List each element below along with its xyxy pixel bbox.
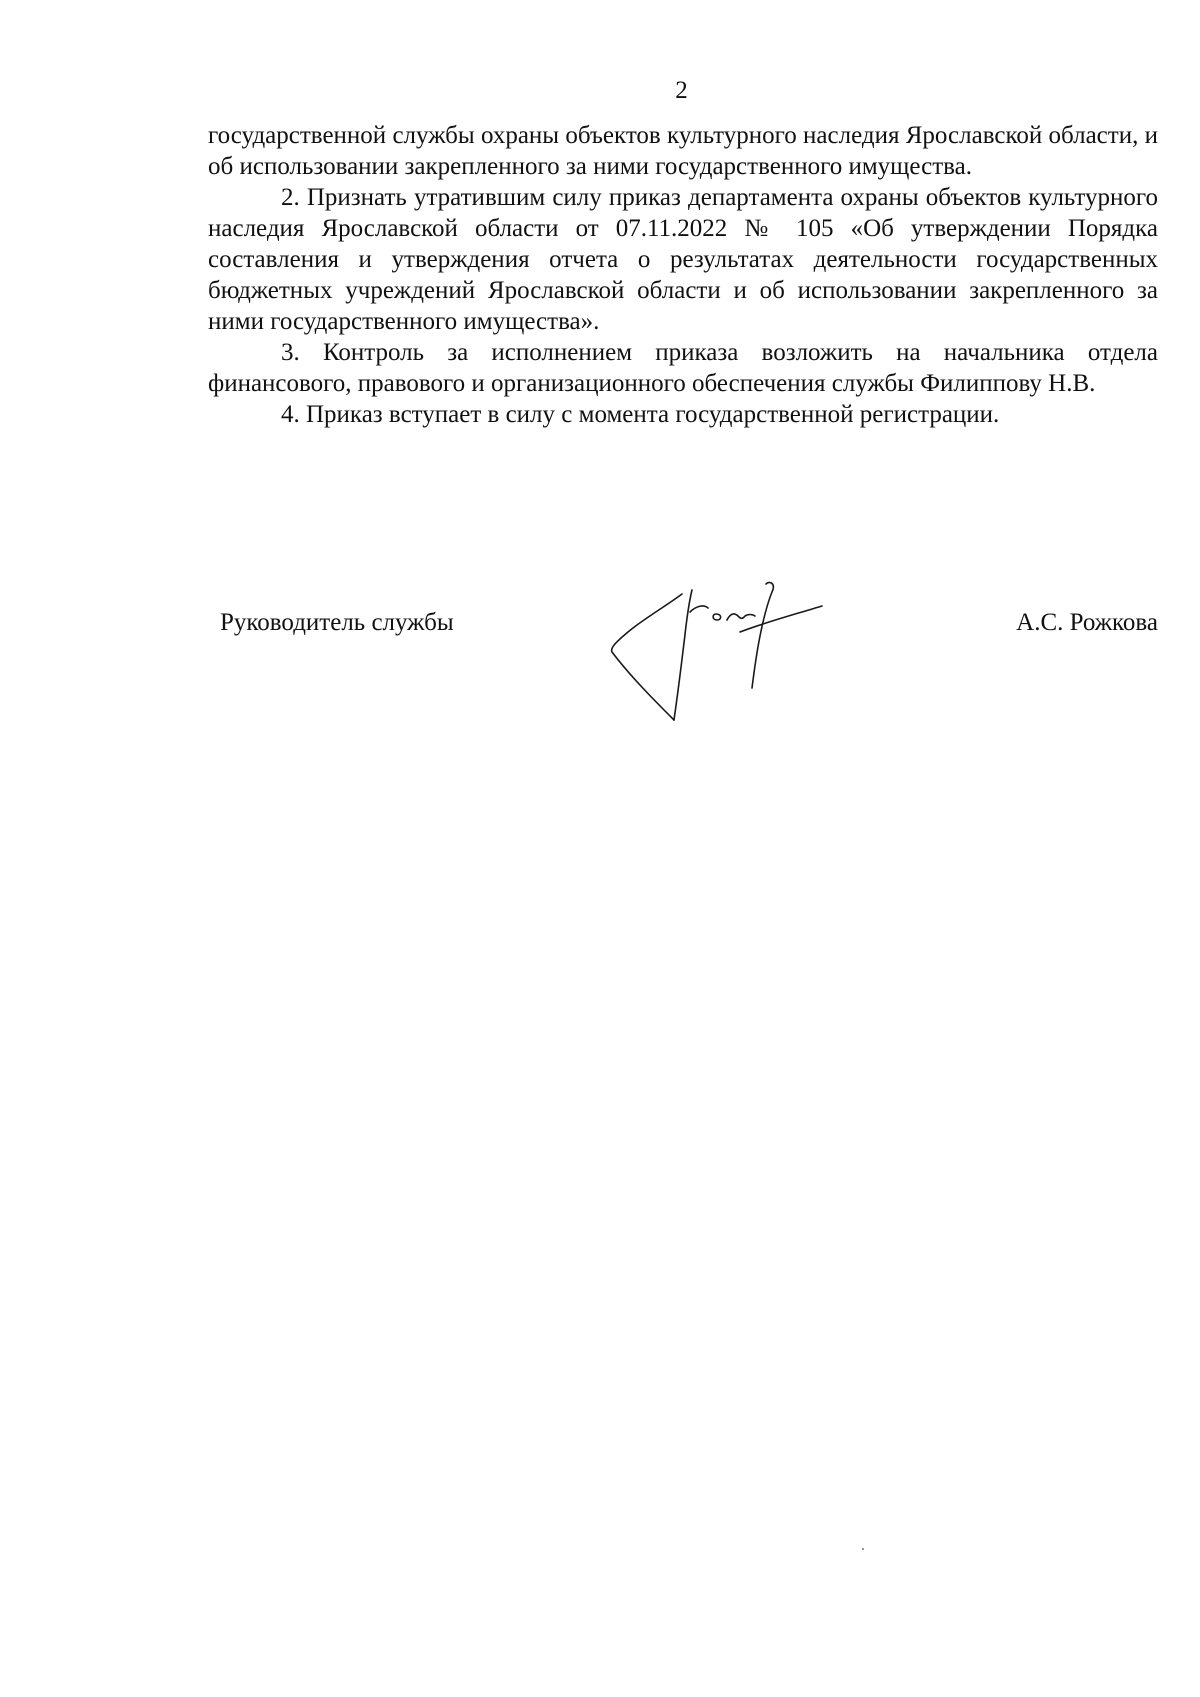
signatory-name: А.С. Рожкова — [1016, 609, 1158, 636]
document-body — [208, 120, 1158, 430]
paragraph-item-2: 2. Признать утратившим силу приказ департамента охраны объектов культурного наследия Ярославской области от 07.11.2022 № 105 «Об утверждении Порядка составления и утверждения отчета о результатах деятельности государственных бюджетных учреждений Ярославской области и об использовании закрепленного за ними государственного имущества». — [208, 184, 1158, 335]
signature-block — [0, 580, 1200, 740]
paragraph-continuation: государственной службы охраны объектов культурного наследия Ярославской области, и об использовании закрепленного за ними государственного имущества. — [208, 122, 1158, 180]
page-number: 2 — [675, 77, 688, 104]
paragraph-item-3: 3. Контроль за исполнением приказа возложить на начальника отдела финансового, правового и организационного обеспечения службы Филиппову Н.В. — [208, 339, 1158, 397]
handwritten-signature — [570, 580, 830, 730]
signatory-role: Руководитель службы — [220, 609, 454, 636]
paragraph-item-4: 4. Приказ вступает в силу с момента государственной регистрации. — [281, 401, 1000, 428]
scan-speck — [862, 1548, 864, 1550]
